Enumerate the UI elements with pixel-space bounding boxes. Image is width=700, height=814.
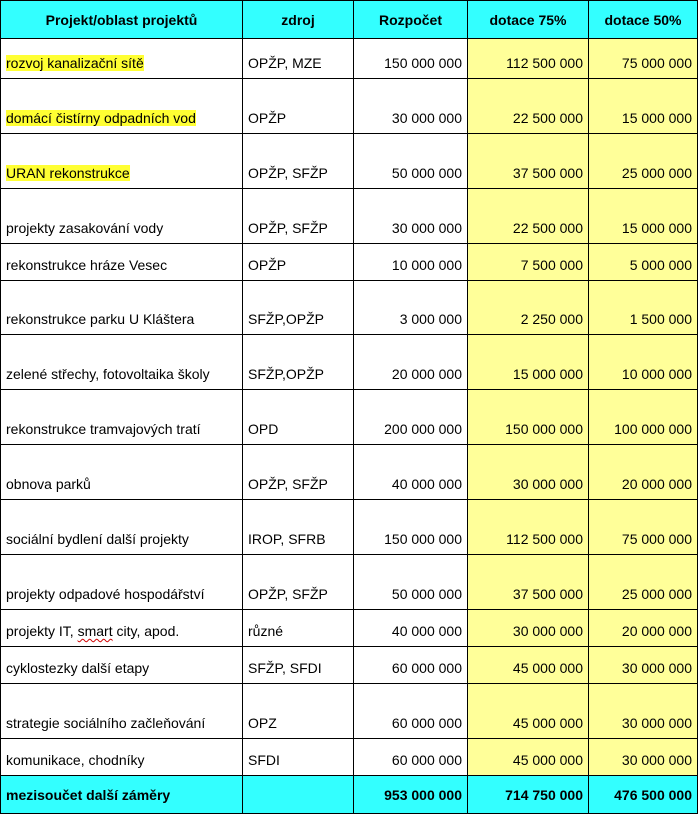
budget-cell: 20 000 000 — [354, 335, 468, 390]
header-subsidy-75: dotace 75% — [468, 1, 589, 39]
table-row — [1, 647, 698, 684]
project-cell: obnova parků — [1, 445, 243, 500]
project-name-prefix: projekty IT, — [6, 623, 78, 639]
budget-cell: 50 000 000 — [354, 555, 468, 610]
project-cell: komunikace, chodníky — [1, 739, 243, 776]
table-row — [1, 390, 698, 445]
subsidy50-cell: 30 000 000 — [589, 647, 698, 684]
source-cell: různé — [243, 610, 354, 647]
project-cell: sociální bydlení další projekty — [1, 500, 243, 555]
subsidy75-cell: 7 500 000 — [468, 244, 589, 281]
subsidy75-cell: 22 500 000 — [468, 79, 589, 134]
project-cell: projekty odpadové hospodářství — [1, 555, 243, 610]
subsidy75-cell: 22 500 000 — [468, 189, 589, 244]
project-name: URAN rekonstrukce — [6, 165, 130, 181]
total-row — [1, 776, 698, 814]
subsidy75-cell: 112 500 000 — [468, 39, 589, 79]
project-cell: zelené střechy, fotovoltaika školy — [1, 335, 243, 390]
subsidy75-cell: 112 500 000 — [468, 500, 589, 555]
source-cell: SFŽP, SFDI — [243, 647, 354, 684]
subsidy50-cell: 1 500 000 — [589, 281, 698, 335]
spellcheck-word: smart — [77, 623, 113, 639]
table-row — [1, 39, 698, 79]
source-cell: OPZ — [243, 684, 354, 739]
budget-cell: 30 000 000 — [354, 79, 468, 134]
total-label: mezisoučet další záměry — [1, 776, 243, 814]
project-cell: rekonstrukce tramvajových tratí — [1, 390, 243, 445]
source-cell: OPŽP, MZE — [243, 39, 354, 79]
budget-cell: 10 000 000 — [354, 244, 468, 281]
source-cell: OPŽP — [243, 244, 354, 281]
source-cell: OPŽP, SFŽP — [243, 189, 354, 244]
subsidy75-cell: 45 000 000 — [468, 684, 589, 739]
subsidy50-cell: 15 000 000 — [589, 79, 698, 134]
table-row — [1, 684, 698, 739]
subsidy75-cell: 45 000 000 — [468, 647, 589, 684]
table-row — [1, 335, 698, 390]
project-cell: rekonstrukce parku U Kláštera — [1, 281, 243, 335]
project-cell: projekty zasakování vody — [1, 189, 243, 244]
source-cell: OPŽP — [243, 79, 354, 134]
subsidy50-cell: 25 000 000 — [589, 555, 698, 610]
project-cell — [1, 134, 243, 189]
source-cell: OPŽP, SFŽP — [243, 555, 354, 610]
project-cell: cyklostezky další etapy — [1, 647, 243, 684]
table-row — [1, 189, 698, 244]
source-cell: SFŽP,OPŽP — [243, 335, 354, 390]
source-cell: SFŽP,OPŽP — [243, 281, 354, 335]
project-name: domácí čistírny odpadních vod — [6, 110, 196, 126]
source-cell: OPD — [243, 390, 354, 445]
total-subsidy-75: 714 750 000 — [468, 776, 589, 814]
budget-cell: 60 000 000 — [354, 647, 468, 684]
subsidy75-cell: 37 500 000 — [468, 555, 589, 610]
table-row — [1, 739, 698, 776]
subsidy50-cell: 20 000 000 — [589, 445, 698, 500]
table-row — [1, 134, 698, 189]
subsidy50-cell: 30 000 000 — [589, 739, 698, 776]
budget-cell: 200 000 000 — [354, 390, 468, 445]
source-cell: OPŽP, SFŽP — [243, 134, 354, 189]
budget-cell: 30 000 000 — [354, 189, 468, 244]
total-source-cell — [243, 776, 354, 814]
subsidy50-cell: 20 000 000 — [589, 610, 698, 647]
header-source: zdroj — [243, 1, 354, 39]
table-row — [1, 500, 698, 555]
total-subsidy-50: 476 500 000 — [589, 776, 698, 814]
subsidy75-cell: 150 000 000 — [468, 390, 589, 445]
subsidy50-cell: 30 000 000 — [589, 684, 698, 739]
source-cell: OPŽP, SFŽP — [243, 445, 354, 500]
subsidy75-cell: 45 000 000 — [468, 739, 589, 776]
table-row — [1, 281, 698, 335]
subsidy75-cell: 30 000 000 — [468, 445, 589, 500]
source-cell: SFDI — [243, 739, 354, 776]
project-cell — [1, 79, 243, 134]
source-cell: IROP, SFRB — [243, 500, 354, 555]
project-cell — [1, 610, 243, 647]
table-row — [1, 555, 698, 610]
budget-cell: 150 000 000 — [354, 39, 468, 79]
budget-cell: 150 000 000 — [354, 500, 468, 555]
budget-cell: 40 000 000 — [354, 445, 468, 500]
header-budget: Rozpočet — [354, 1, 468, 39]
table-row — [1, 610, 698, 647]
budget-cell: 40 000 000 — [354, 610, 468, 647]
header-row — [1, 1, 698, 39]
budget-cell: 50 000 000 — [354, 134, 468, 189]
subsidy50-cell: 10 000 000 — [589, 335, 698, 390]
budget-cell: 60 000 000 — [354, 739, 468, 776]
subsidy50-cell: 75 000 000 — [589, 500, 698, 555]
table-row — [1, 445, 698, 500]
table-row — [1, 244, 698, 281]
header-subsidy-50: dotace 50% — [589, 1, 698, 39]
subsidy50-cell: 100 000 000 — [589, 390, 698, 445]
project-cell — [1, 39, 243, 79]
project-name-suffix: city, apod. — [112, 623, 180, 639]
project-name: rozvoj kanalizační sítě — [6, 55, 144, 71]
subsidy75-cell: 30 000 000 — [468, 610, 589, 647]
subsidy75-cell: 2 250 000 — [468, 281, 589, 335]
project-cell: strategie sociálního začleňování — [1, 684, 243, 739]
subsidy75-cell: 15 000 000 — [468, 335, 589, 390]
header-project: Projekt/oblast projektů — [1, 1, 243, 39]
subsidy50-cell: 5 000 000 — [589, 244, 698, 281]
project-cell: rekonstrukce hráze Vesec — [1, 244, 243, 281]
subsidy75-cell: 37 500 000 — [468, 134, 589, 189]
budget-cell: 60 000 000 — [354, 684, 468, 739]
total-budget: 953 000 000 — [354, 776, 468, 814]
subsidy50-cell: 75 000 000 — [589, 39, 698, 79]
subsidy50-cell: 25 000 000 — [589, 134, 698, 189]
subsidy50-cell: 15 000 000 — [589, 189, 698, 244]
budget-cell: 3 000 000 — [354, 281, 468, 335]
table-row — [1, 79, 698, 134]
